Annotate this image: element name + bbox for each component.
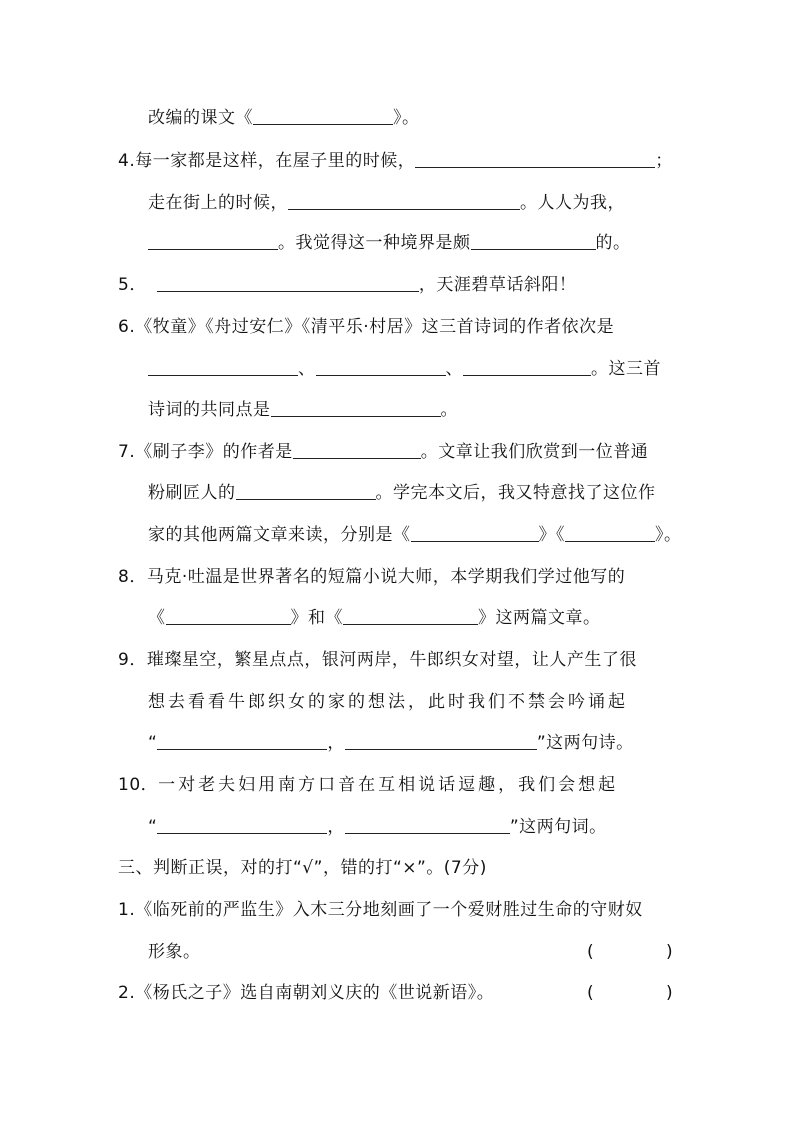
text: 。学完本文后，我又特意找了这位作: [375, 483, 656, 503]
answer-blank[interactable]: [415, 149, 655, 168]
q6-line3: [148, 398, 708, 422]
q7-line3: [148, 523, 708, 547]
text: “: [148, 817, 158, 837]
text: 》这两篇文章。: [478, 608, 601, 628]
answer-paren-close: ): [666, 983, 674, 1003]
answer-blank[interactable]: [293, 440, 421, 459]
q9-line1: [118, 648, 678, 672]
q10-line2: [148, 815, 708, 839]
text: 《刷子李》的作者是: [135, 442, 293, 462]
answer-blank[interactable]: [471, 231, 596, 250]
text: 。这三首: [591, 359, 661, 379]
text: 璀璨星空，繁星点点，银河两岸，牛郎织女对望，让人产生了很: [146, 650, 637, 670]
q3-line1: [148, 106, 708, 130]
q4-line3: [148, 231, 708, 255]
answer-blank[interactable]: [157, 815, 327, 834]
answer-blank[interactable]: [288, 191, 520, 210]
question-number: 10．: [118, 775, 159, 795]
text: 诗词的共同点是: [148, 400, 271, 420]
text: 》和《: [290, 608, 343, 628]
text: ，: [327, 733, 345, 753]
text: 《临死前的严监生》入木三分地刻画了一个爱财胜过生命的守财奴: [135, 900, 643, 920]
q6-line2: [148, 357, 708, 381]
q9-line2: [148, 690, 708, 714]
text: 的。: [595, 233, 631, 253]
q8-line2: [148, 606, 708, 630]
question-number: 6.: [118, 317, 136, 337]
question-number: 1.: [118, 900, 136, 920]
text: ”这两句诗。: [536, 733, 634, 753]
answer-blank[interactable]: [148, 231, 278, 250]
question-number: 4.: [118, 151, 136, 171]
section-heading: [118, 856, 678, 880]
answer-blank[interactable]: [166, 606, 291, 625]
j1-line1: [118, 898, 678, 922]
q4-line1: [118, 149, 678, 173]
answer-blank[interactable]: [343, 606, 478, 625]
question-number: 2.: [118, 983, 136, 1003]
text: 。: [440, 400, 458, 420]
q5-line1: [118, 273, 678, 297]
text: 形象。: [148, 942, 201, 962]
text: “: [148, 733, 158, 753]
answer-paren-close: ): [666, 942, 674, 962]
text: 》《: [538, 525, 565, 545]
text: 》。: [655, 525, 682, 545]
text: 。文章让我们欣赏到一位普通: [420, 442, 649, 462]
q9-line3: [148, 731, 708, 755]
question-number: 5．: [118, 275, 147, 295]
text: 、: [445, 359, 463, 379]
answer-paren-open: (: [587, 942, 595, 962]
text: 走在街上的时候，: [148, 193, 288, 213]
text: ，: [327, 817, 345, 837]
text: 改编的课文《: [148, 108, 253, 128]
q8-line1: [118, 565, 678, 589]
text: 《牧童》《舟过安仁》《清平乐·村居》这三首诗词的作者依次是: [135, 317, 615, 337]
question-number: 8．: [118, 567, 147, 587]
text: 粉刷匠人的: [148, 483, 236, 503]
q7-line1: [118, 440, 678, 464]
section-title: 三、判断正误，对的打“√”，错的打“×”。(7分): [118, 858, 487, 878]
text: 想去看看牛郎织女的家的想法，此时我们不禁会吟诵起: [148, 692, 628, 712]
answer-blank[interactable]: [157, 273, 419, 292]
text: 马克·吐温是世界著名的短篇小说大师，本学期我们学过他写的: [146, 567, 626, 587]
answer-blank[interactable]: [565, 523, 655, 542]
text: ；: [655, 151, 673, 171]
answer-paren-open: (: [587, 983, 595, 1003]
answer-blank[interactable]: [411, 523, 539, 542]
text: ”这两句词。: [509, 817, 607, 837]
question-number: 9．: [118, 650, 147, 670]
q4-line2: [148, 191, 708, 215]
answer-blank[interactable]: [271, 398, 441, 417]
answer-blank[interactable]: [463, 357, 591, 376]
text: 一对老夫妇用南方口音在互相说话逗趣，我们会想起: [158, 775, 619, 795]
answer-blank[interactable]: [236, 481, 376, 500]
text: 。人人为我，: [520, 193, 625, 213]
q7-line2: [148, 481, 708, 505]
answer-blank[interactable]: [316, 357, 446, 376]
answer-box[interactable]: [597, 940, 663, 964]
answer-blank[interactable]: [148, 357, 298, 376]
q6-line1: [118, 315, 678, 339]
text: ，天涯碧草话斜阳！: [418, 275, 577, 295]
text: 家的其他两篇文章来读，分别是《: [148, 525, 411, 545]
text: 《杨氏之子》选自南朝刘义庆的《世说新语》。: [135, 983, 495, 1003]
text: 《: [148, 608, 166, 628]
question-number: 7.: [118, 442, 136, 462]
answer-blank[interactable]: [345, 731, 537, 750]
text: 每一家都是这样，在屋子里的时候，: [135, 151, 416, 171]
text: 。我觉得这一种境界是颇: [278, 233, 471, 253]
text: 》。: [393, 108, 420, 128]
answer-blank[interactable]: [253, 106, 393, 125]
q10-line1: [118, 773, 678, 797]
answer-blank[interactable]: [345, 815, 510, 834]
text: 、: [298, 359, 316, 379]
answer-box[interactable]: [597, 981, 663, 1005]
answer-blank[interactable]: [157, 731, 327, 750]
